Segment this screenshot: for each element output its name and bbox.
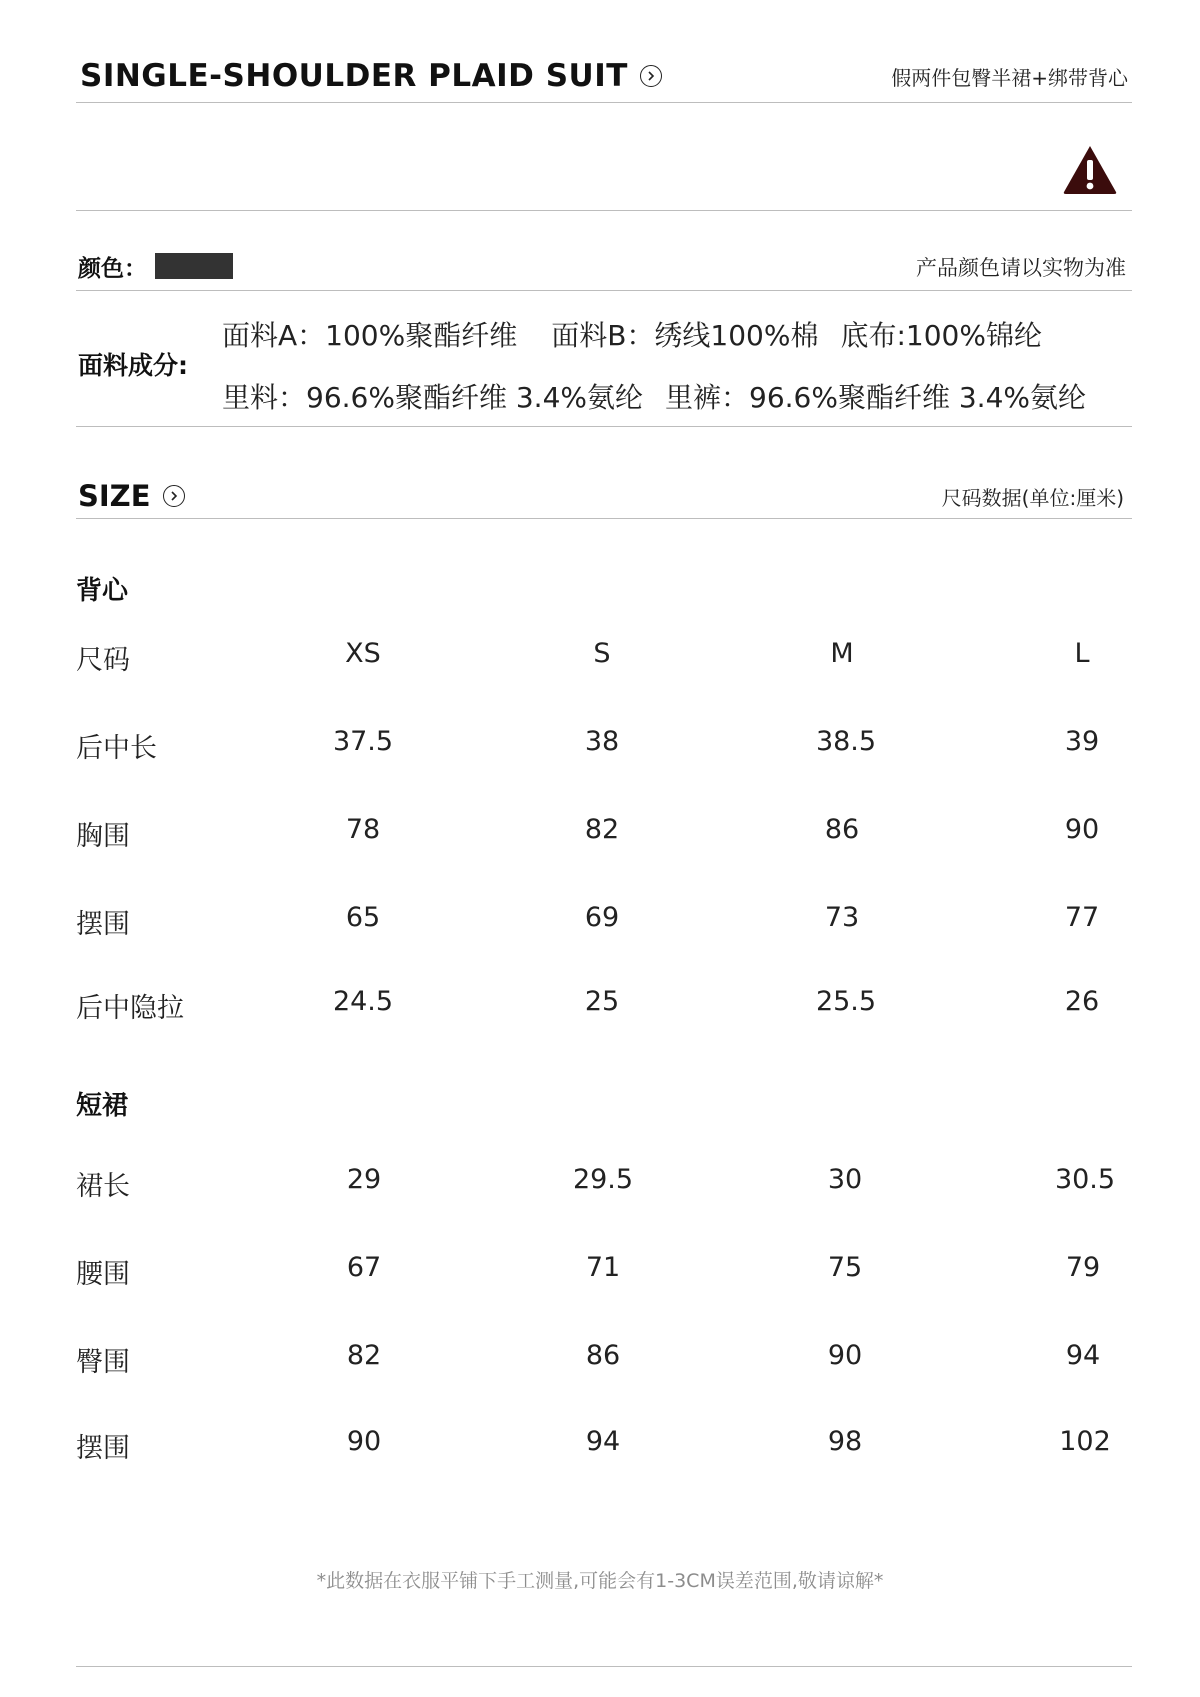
table-row [0, 1340, 1200, 1380]
table-row [0, 902, 1200, 942]
table-cell: 24.5 [332, 986, 394, 1017]
warning-triangle-icon [1062, 144, 1118, 196]
table-row [0, 1164, 1200, 1204]
measurement-footnote: *此数据在衣服平铺下手工测量,可能会有1-3CM误差范围,敬请谅解* [316, 1570, 884, 1592]
table-cell: 71 [585, 1252, 621, 1283]
inner-shorts: 里裤：96.6%聚酯纤维 3.4%氨纶 [665, 381, 1086, 414]
color-swatch [155, 253, 233, 279]
table-cell: 94 [585, 1426, 621, 1457]
table-cell: 39 [1064, 726, 1100, 757]
color-label: 颜色： [78, 255, 147, 282]
table-row [0, 814, 1200, 854]
fabric-b: 面料B：绣线100%棉 [551, 319, 819, 352]
divider [76, 518, 1132, 519]
table-cell: 25.5 [815, 986, 877, 1017]
table-cell: 73 [824, 902, 860, 933]
table-cell: L [1074, 638, 1090, 669]
table-cell: 86 [824, 814, 860, 845]
table-cell: 82 [584, 814, 620, 845]
table-cell: 37.5 [332, 726, 394, 757]
table-cell: 摆围 [76, 909, 130, 940]
table-cell: 90 [346, 1426, 382, 1457]
table-cell: 69 [584, 902, 620, 933]
table-cell: 82 [346, 1340, 382, 1371]
table-cell: M [830, 638, 854, 669]
table-cell: 29 [346, 1164, 382, 1195]
table-cell: 77 [1064, 902, 1100, 933]
table-row [0, 986, 1200, 1026]
circle-chevron-right-icon[interactable] [640, 65, 662, 87]
table-cell: 67 [346, 1252, 382, 1283]
table-cell: 65 [345, 902, 381, 933]
size-unit-note: 尺码数据(单位:厘米) [941, 486, 1124, 510]
table-cell: 30 [827, 1164, 863, 1195]
table-cell: 38 [584, 726, 620, 757]
table-cell: 腰围 [76, 1259, 130, 1290]
table-cell: 后中隐拉 [76, 993, 184, 1024]
divider [76, 290, 1132, 291]
table-cell: 102 [1059, 1426, 1111, 1457]
fabric-a: 面料A：100%聚酯纤维 [222, 319, 518, 352]
fabric-line-2 [222, 376, 1120, 416]
fabric-label: 面料成分: [78, 351, 188, 380]
size-row [78, 476, 185, 516]
table-cell: 78 [345, 814, 381, 845]
table-cell: 94 [1065, 1340, 1101, 1371]
product-title: SINGLE-SHOULDER PLAID SUIT [80, 58, 628, 94]
table-cell: 90 [1064, 814, 1100, 845]
lining: 里料：96.6%聚酯纤维 3.4%氨纶 [222, 381, 643, 414]
divider [76, 1666, 1132, 1667]
table-cell: 38.5 [815, 726, 877, 757]
table-cell: 臀围 [76, 1347, 130, 1378]
table-row [0, 1426, 1200, 1466]
table-cell: 30.5 [1054, 1164, 1116, 1195]
table-cell: 29.5 [572, 1164, 634, 1195]
table-cell: XS [345, 638, 381, 669]
circle-chevron-right-icon[interactable] [163, 485, 185, 507]
table-cell: 26 [1064, 986, 1100, 1017]
product-subtitle: 假两件包臀半裙+绑带背心 [891, 66, 1128, 90]
divider [76, 210, 1132, 211]
fabric-base: 底布:100%锦纶 [840, 319, 1042, 352]
table-row [0, 1252, 1200, 1292]
skirt-section-title: 短裙 [76, 1091, 129, 1121]
table-cell: 后中长 [76, 733, 157, 764]
color-note: 产品颜色请以实物为准 [916, 256, 1126, 280]
table-cell: 25 [584, 986, 620, 1017]
divider [76, 102, 1132, 103]
color-row [78, 248, 233, 284]
table-cell: 尺码 [76, 645, 130, 676]
table-cell: 98 [827, 1426, 863, 1457]
table-cell: 胸围 [76, 821, 130, 852]
size-title: SIZE [78, 479, 151, 513]
table-row [0, 726, 1200, 766]
table-header-row [0, 638, 1200, 678]
table-cell: 86 [585, 1340, 621, 1371]
table-cell: 90 [827, 1340, 863, 1371]
fabric-line-1 [222, 314, 1076, 354]
table-cell: 裙长 [76, 1171, 130, 1202]
title-row [80, 54, 662, 98]
table-cell: S [593, 638, 611, 669]
divider [76, 426, 1132, 427]
table-cell: 75 [827, 1252, 863, 1283]
vest-section-title: 背心 [76, 576, 129, 606]
table-cell: 79 [1065, 1252, 1101, 1283]
table-cell: 摆围 [76, 1433, 130, 1464]
